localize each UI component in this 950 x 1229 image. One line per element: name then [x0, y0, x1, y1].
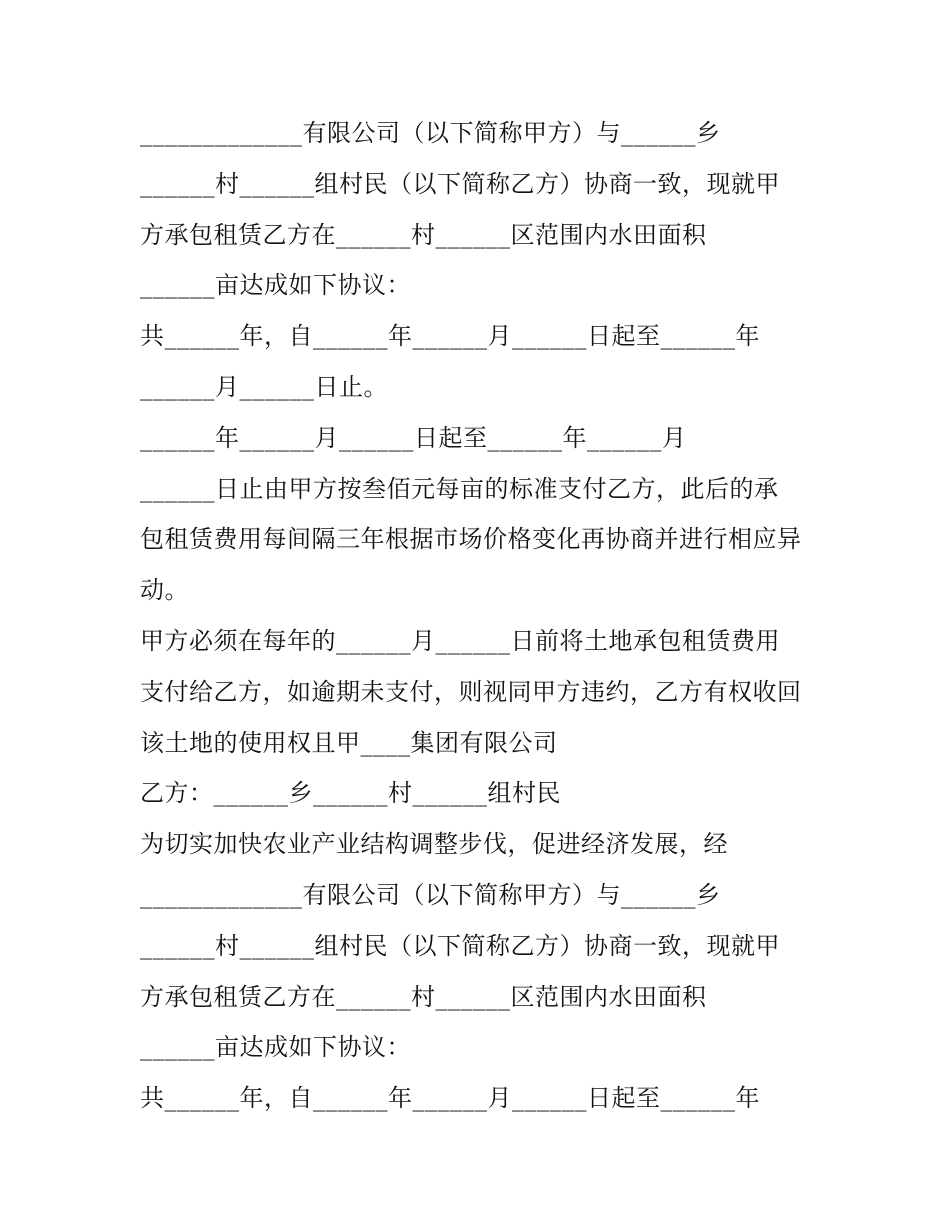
text-line: 甲方必须在每年的______月______日前将土地承包租赁费用 [140, 626, 780, 655]
text-line: ______村______组村民（以下简称乙方）协商一致，现就甲 [140, 931, 780, 960]
text-line: 包租赁费用每间隔三年根据市场价格变化再协商并进行相应异 [140, 525, 802, 554]
text-line: 共______年，自______年______月______日起至______年 [140, 1084, 760, 1113]
text-line: ______日止由甲方按叁佰元每亩的标准支付乙方，此后的承 [140, 474, 779, 503]
text-line: _____________有限公司（以下简称甲方）与______乡 [140, 119, 721, 147]
text-line: ______亩达成如下协议： [140, 271, 411, 300]
text-line: 方承包租赁乙方在______村______区范围内水田面积 [140, 982, 707, 1011]
text-line: _____________有限公司（以下简称甲方）与______乡 [140, 880, 721, 909]
text-line: 乙方：______乡______村______组村民 [140, 779, 561, 808]
text-line: ______年______月______日起至______年______月 [140, 423, 687, 452]
text-line: 方承包租赁乙方在______村______区范围内水田面积 [140, 220, 707, 249]
text-line: 该土地的使用权且甲____集团有限公司 [140, 728, 558, 757]
text-line: 为切实加快农业产业结构调整步伐，促进经济发展，经 [140, 830, 728, 859]
text-line: 共______年，自______年______月______日起至______年 [140, 322, 760, 351]
text-line: ______月______日止。 [140, 372, 388, 401]
document-body [140, 108, 830, 1124]
text-line: ______亩达成如下协议： [140, 1033, 411, 1062]
text-line: ______村______组村民（以下简称乙方）协商一致，现就甲 [140, 169, 780, 198]
text-line: 支付给乙方，如逾期未支付，则视同甲方违约，乙方有权收回 [140, 677, 802, 706]
text-line: 动。 [140, 576, 189, 605]
